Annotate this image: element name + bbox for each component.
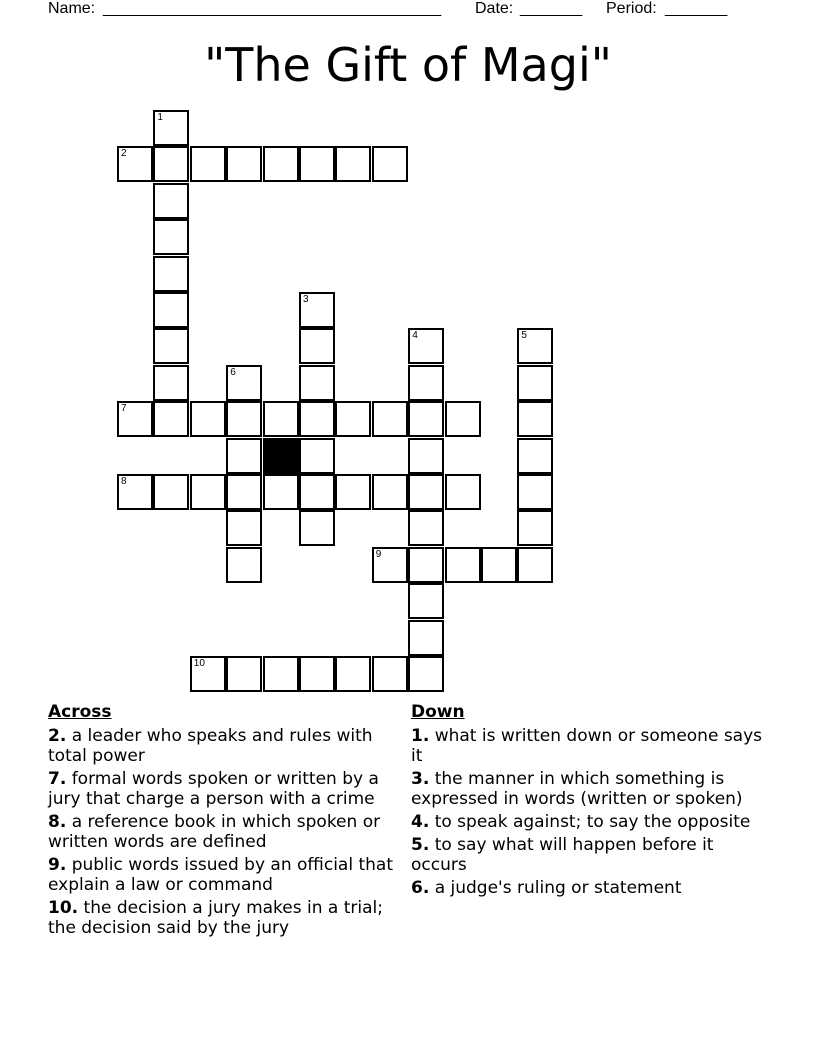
grid-cell[interactable]	[299, 510, 335, 546]
date-blank[interactable]: _______	[520, 0, 583, 17]
grid-cell[interactable]	[299, 328, 335, 364]
date-label: Date:	[475, 0, 514, 17]
grid-cell[interactable]	[335, 474, 371, 510]
clue-text: a judge's ruling or statement	[429, 878, 682, 898]
grid-cell[interactable]	[408, 656, 444, 692]
grid-cell[interactable]	[117, 146, 153, 182]
grid-cell[interactable]	[299, 474, 335, 510]
clue-text: what is written down or someone says it	[411, 726, 763, 766]
grid-cell[interactable]	[372, 547, 408, 583]
grid-cell[interactable]	[226, 474, 262, 510]
grid-cell[interactable]	[226, 401, 262, 437]
period-label: Period:	[606, 0, 657, 17]
clue-number: 3	[303, 294, 309, 305]
grid-cell[interactable]	[408, 583, 444, 619]
clue-num: 5.	[411, 835, 430, 855]
clue-number: 2	[121, 148, 127, 160]
grid-cell[interactable]	[299, 365, 335, 401]
grid-cell[interactable]	[190, 474, 226, 510]
grid-cell[interactable]	[408, 365, 444, 401]
clue-num: 7.	[48, 769, 67, 789]
period-blank[interactable]: _______	[665, 0, 728, 17]
grid-cell[interactable]	[408, 401, 444, 437]
grid-cell[interactable]	[408, 474, 444, 510]
grid-cell[interactable]	[226, 146, 262, 182]
grid-cell[interactable]	[335, 146, 371, 182]
grid-cell[interactable]	[226, 365, 262, 401]
grid-cell[interactable]	[117, 401, 153, 437]
name-blank[interactable]: ______________________________________	[103, 0, 442, 17]
across-clue	[48, 769, 393, 809]
down-clue	[411, 726, 771, 766]
grid-cell[interactable]	[153, 365, 189, 401]
black-square	[263, 438, 299, 474]
grid-cell[interactable]	[517, 547, 553, 583]
down-clue	[411, 878, 771, 898]
across-clue	[48, 726, 393, 766]
grid-cell[interactable]	[263, 401, 299, 437]
grid-cell[interactable]	[299, 146, 335, 182]
across-clue	[48, 812, 393, 852]
across-heading: Across	[48, 702, 112, 722]
grid-cell[interactable]	[226, 510, 262, 546]
grid-cell[interactable]	[372, 146, 408, 182]
clue-text: to say what will happen before it occurs	[411, 835, 714, 875]
grid-cell[interactable]	[372, 656, 408, 692]
across-clue	[48, 855, 393, 895]
clue-text: formal words spoken or written by a jury that charge a person with a crime	[48, 769, 379, 809]
clue-number: 4	[412, 330, 418, 342]
clue-num: 1.	[411, 726, 430, 746]
grid-cell[interactable]	[445, 401, 481, 437]
grid-cell[interactable]	[335, 656, 371, 692]
grid-cell[interactable]	[481, 547, 517, 583]
down-clues	[411, 702, 771, 901]
grid-cell[interactable]	[517, 365, 553, 401]
down-clue	[411, 769, 771, 809]
grid-cell[interactable]	[517, 401, 553, 437]
down-heading: Down	[411, 702, 465, 722]
clue-num: 10.	[48, 898, 79, 918]
clue-number: 6	[230, 366, 236, 378]
grid-cell[interactable]	[372, 401, 408, 437]
down-clue-list	[411, 726, 771, 898]
grid-cell[interactable]	[517, 438, 553, 474]
grid-cell[interactable]	[226, 547, 262, 583]
clue-num: 3.	[411, 769, 430, 789]
clue-number: 8	[121, 476, 127, 487]
grid-cell[interactable]	[408, 328, 444, 364]
grid-cell[interactable]	[153, 401, 189, 437]
grid-cell[interactable]	[299, 656, 335, 692]
grid-cell[interactable]	[372, 474, 408, 510]
grid-cell[interactable]	[299, 401, 335, 437]
grid-cell[interactable]	[117, 474, 153, 510]
clue-number: 5	[521, 330, 527, 342]
grid-cell[interactable]	[408, 438, 444, 474]
grid-cell[interactable]	[299, 438, 335, 474]
across-clues	[48, 702, 393, 941]
grid-cell[interactable]	[517, 328, 553, 364]
grid-cell[interactable]	[263, 656, 299, 692]
grid-cell[interactable]	[517, 474, 553, 510]
clue-text: a leader who speaks and rules with total power	[48, 726, 373, 766]
clue-num: 8.	[48, 812, 67, 832]
grid-cell[interactable]	[299, 292, 335, 328]
grid-cell[interactable]	[445, 474, 481, 510]
across-clue-list	[48, 726, 393, 938]
grid-cell[interactable]	[153, 292, 189, 328]
grid-cell[interactable]	[226, 656, 262, 692]
grid-cell[interactable]	[190, 401, 226, 437]
clue-text: to speak against; to say the opposite	[429, 812, 751, 832]
clue-num: 9.	[48, 855, 67, 875]
grid-cell[interactable]	[226, 438, 262, 474]
clue-text: the manner in which something is expressed in words (written or spoken)	[411, 769, 743, 809]
clue-num: 2.	[48, 726, 67, 746]
grid-cell[interactable]	[153, 219, 189, 255]
grid-cell[interactable]	[445, 547, 481, 583]
page-title: "The Gift of Magi"	[204, 38, 612, 92]
grid-cell[interactable]	[153, 183, 189, 219]
grid-cell[interactable]	[408, 510, 444, 546]
grid-cell[interactable]	[263, 146, 299, 182]
across-clue	[48, 898, 393, 938]
grid-cell[interactable]	[153, 328, 189, 364]
grid-cell[interactable]	[408, 547, 444, 583]
grid-cell[interactable]	[263, 474, 299, 510]
grid-cell[interactable]	[153, 256, 189, 292]
grid-cell[interactable]	[517, 510, 553, 546]
grid-cell[interactable]	[153, 146, 189, 182]
clue-text: a reference book in which spoken or written words are defined	[48, 812, 381, 852]
clue-number: 9	[375, 548, 382, 560]
down-clue	[411, 812, 771, 832]
grid-cell[interactable]	[190, 146, 226, 182]
name-label: Name:	[48, 0, 96, 17]
grid-cell[interactable]	[153, 110, 189, 146]
grid-cell[interactable]	[335, 401, 371, 437]
clue-num: 6.	[411, 878, 430, 898]
down-clue	[411, 835, 771, 875]
clue-number: 10	[193, 658, 205, 669]
clue-number: 1	[157, 112, 163, 123]
grid-cell[interactable]	[153, 474, 189, 510]
clue-text: the decision a jury makes in a trial; the decision said by the jury	[48, 898, 383, 938]
grid-cell[interactable]	[190, 656, 226, 692]
clue-num: 4.	[411, 812, 430, 832]
clue-text: public words issued by an official that explain a law or command	[48, 855, 393, 895]
grid-cell[interactable]	[408, 620, 444, 656]
clue-number: 7	[121, 403, 127, 415]
